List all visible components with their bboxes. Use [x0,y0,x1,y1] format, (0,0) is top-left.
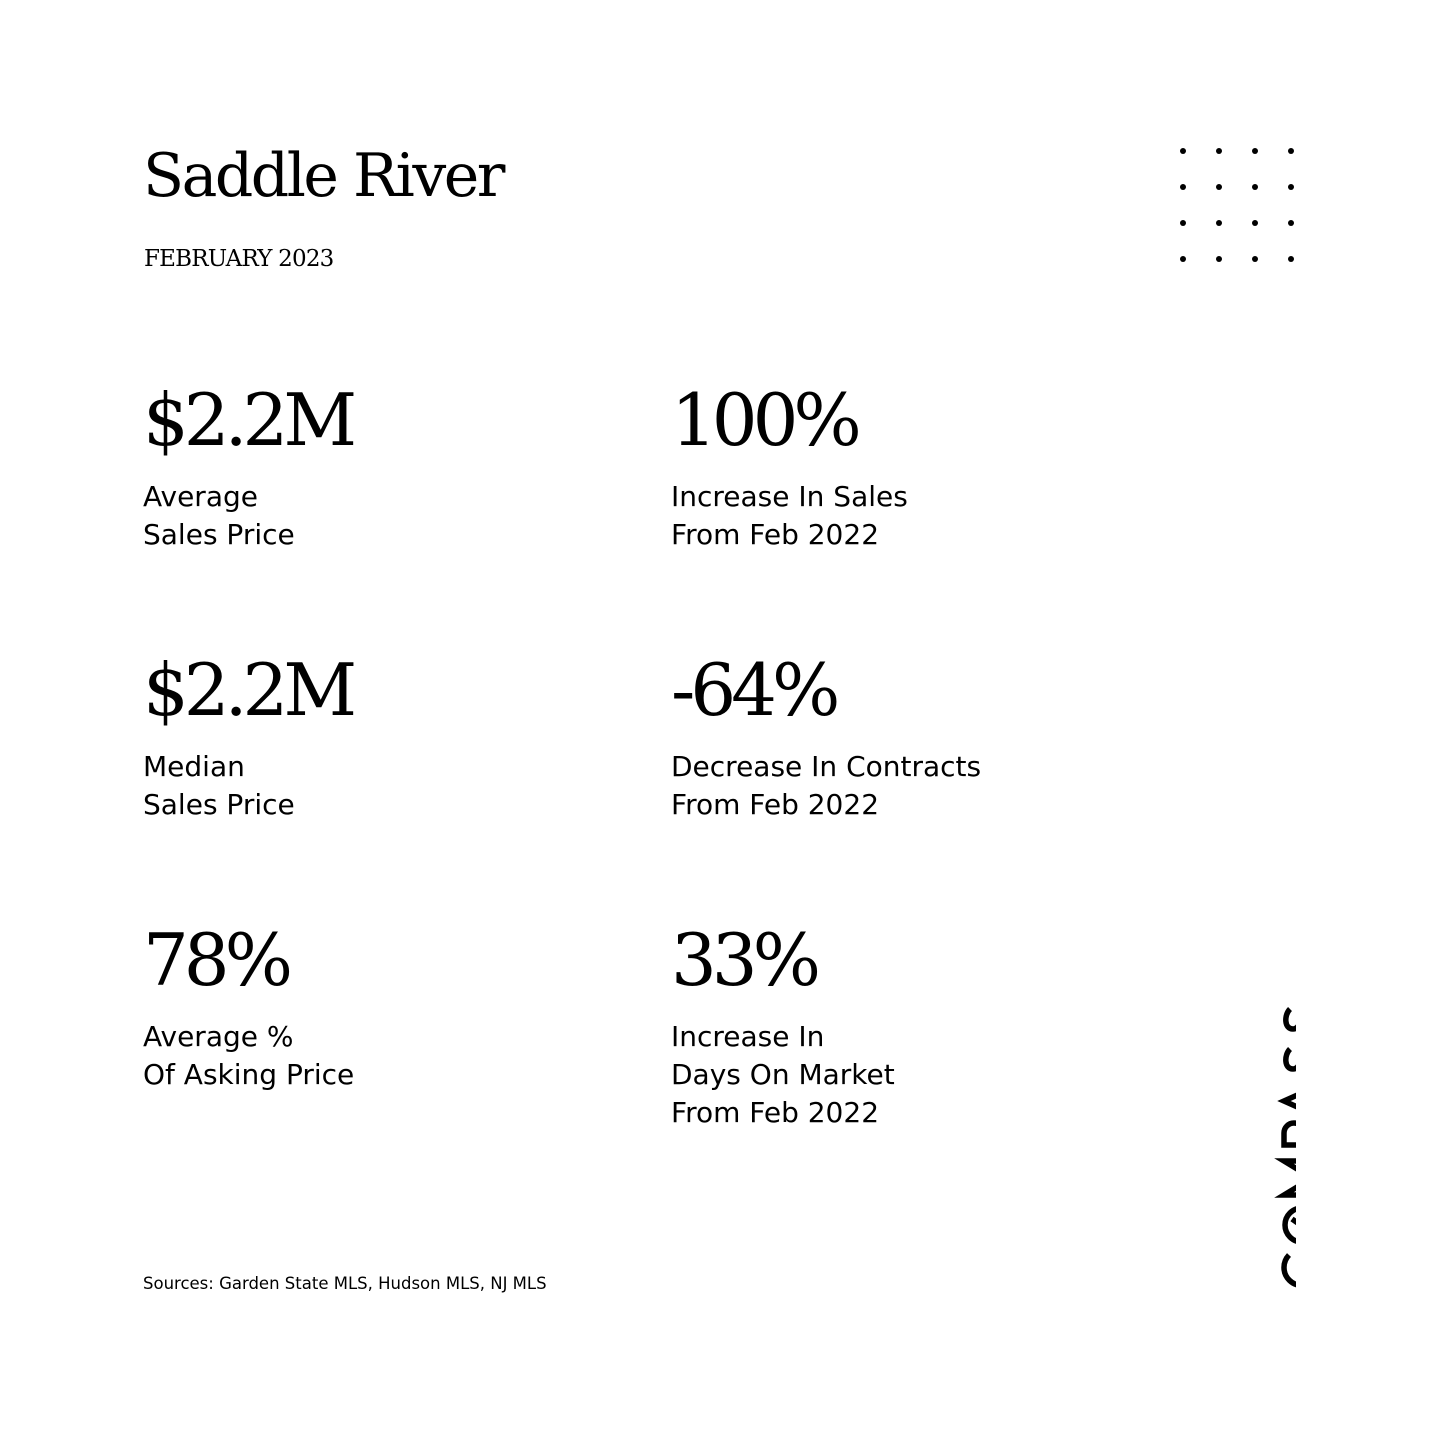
stat-increase-in-days-on-market [671,918,1091,1132]
stat-label-line: From Feb 2022 [671,1096,880,1129]
stat-label [671,1018,1091,1132]
stat-average-of-asking-price [143,918,563,1094]
stat-value: -64% [671,648,836,732]
stat-decrease-in-contracts [671,648,1091,824]
stat-value: 78% [143,918,289,1002]
stat-value: 100% [671,378,857,462]
stat-label-line: Days On Market [671,1058,895,1091]
dot-grid-icon [1172,140,1302,270]
page-title: Saddle River [143,141,503,211]
stat-label-line: From Feb 2022 [671,518,880,551]
stat-label [143,748,563,824]
stat-value: $2.2M [143,378,353,462]
stat-median-sales-price [143,648,563,824]
stat-label-line: Average % [143,1020,294,1053]
stat-label [143,1018,563,1094]
stat-value: 33% [671,918,817,1002]
stat-value: $2.2M [143,648,353,732]
report-date: FEBRUARY 2023 [144,246,334,272]
stat-label-line: Increase In Sales [671,480,908,513]
compass-logo-icon [1236,955,1296,1295]
stat-label [671,748,1091,824]
stat-average-sales-price [143,378,563,554]
stat-label-line: Median [143,750,245,783]
stat-label-line: Decrease In Contracts [671,750,982,783]
stat-label-line: Sales Price [143,788,295,821]
stat-label-line: Increase In [671,1020,825,1053]
stat-label [143,478,563,554]
stat-label-line: Average [143,480,258,513]
sources-note: Sources: Garden State MLS, Hudson MLS, NJ MLS [143,1274,547,1293]
stat-label [671,478,1091,554]
stat-label-line: Of Asking Price [143,1058,355,1091]
stat-increase-in-sales [671,378,1091,554]
stat-label-line: Sales Price [143,518,295,551]
stat-label-line: From Feb 2022 [671,788,880,821]
